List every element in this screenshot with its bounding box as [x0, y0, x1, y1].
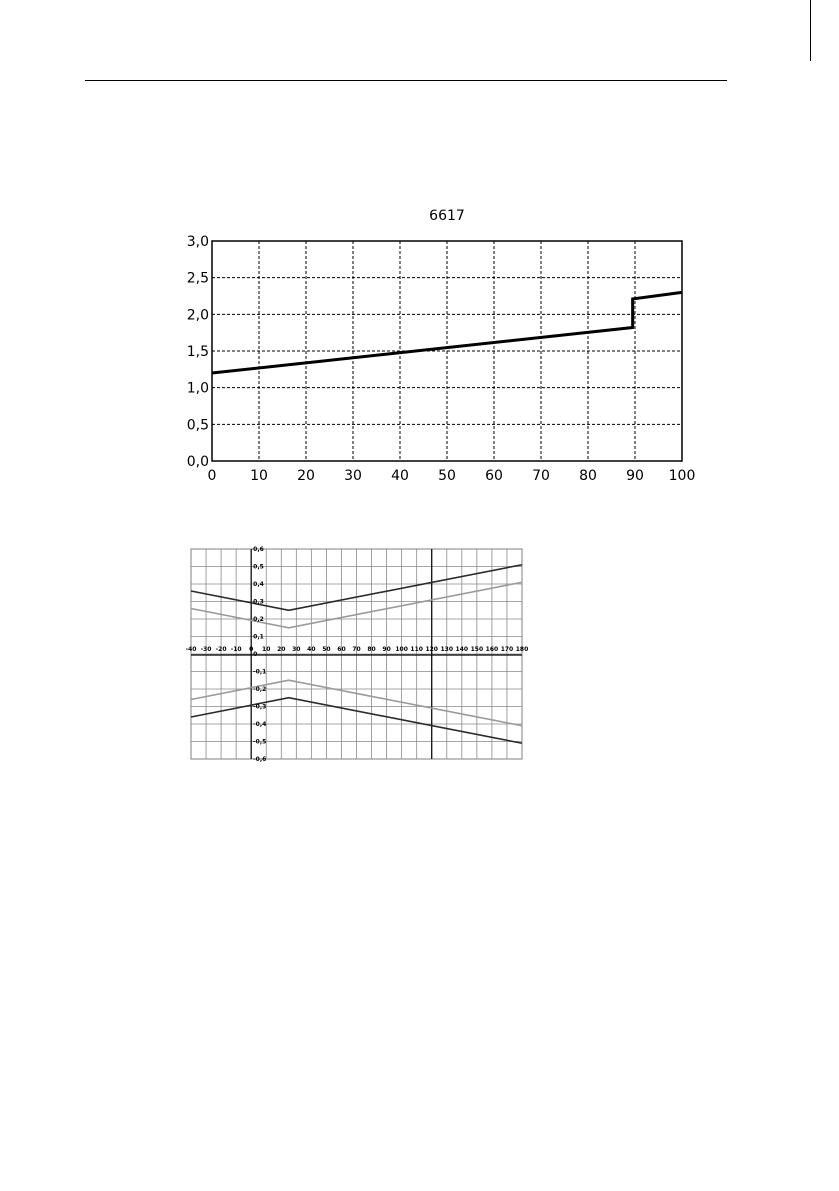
y-tick-label: 1,0: [186, 380, 209, 397]
y-tick-label: 0,2: [253, 616, 264, 623]
x-tick-label: 20: [277, 646, 286, 653]
x-tick-label: 30: [344, 468, 362, 484]
y-tick-label: 2,5: [186, 270, 209, 287]
x-tick-label: 80: [367, 646, 376, 653]
y-tick-label: 0,6: [253, 546, 264, 553]
y-tick-label: 0,4: [253, 581, 264, 588]
x-tick-label: -40: [185, 646, 197, 653]
y-tick-labels: [187, 234, 209, 470]
x-tick-label: 100: [395, 646, 408, 653]
x-tick-label: 70: [352, 646, 361, 653]
x-tick-label: 30: [292, 646, 301, 653]
grid: [191, 549, 522, 759]
x-tick-label: 0: [207, 468, 217, 484]
x-tick-label: 150: [470, 646, 484, 653]
y-tick-label: -0,6: [253, 756, 267, 763]
x-tick-label: 160: [485, 646, 499, 653]
x-tick-label: 60: [485, 468, 503, 484]
x-tick-label: 140: [455, 646, 469, 653]
x-tick-label: 50: [322, 646, 331, 653]
y-tick-label: 0: [253, 651, 258, 658]
x-tick-label: 130: [440, 646, 454, 653]
corner-mark: [810, 0, 811, 61]
x-tick-label: 20: [297, 468, 315, 484]
y-tick-label: 1,5: [186, 344, 209, 360]
chart-6617: [180, 200, 720, 500]
y-tick-label: 2,0: [186, 307, 209, 324]
y-tick-label: 0,1: [253, 633, 264, 641]
x-tick-label: 40: [391, 468, 409, 484]
y-tick-label: 0,0: [186, 454, 209, 470]
x-tick-label: 90: [626, 468, 644, 484]
x-tick-label: 50: [438, 468, 456, 484]
x-tick-label: 170: [500, 646, 514, 653]
y-tick-label: 3,0: [186, 234, 209, 250]
x-tick-labels: [186, 646, 529, 653]
x-tick-label: 100: [668, 468, 696, 484]
x-tick-label: -20: [215, 646, 227, 653]
header-rule: [85, 80, 727, 81]
x-tick-label: 10: [250, 468, 268, 484]
x-tick-labels: [208, 468, 696, 484]
x-tick-label: 90: [382, 646, 391, 653]
x-tick-label: 80: [579, 468, 597, 484]
x-tick-label: -10: [230, 646, 242, 653]
y-tick-label: 0,5: [186, 417, 209, 434]
y-tick-label: 0,5: [253, 563, 264, 571]
y-tick-label: -0,3: [253, 703, 267, 711]
grid: [212, 241, 682, 461]
x-tick-label: -30: [200, 646, 212, 653]
x-tick-label: 60: [337, 646, 346, 653]
y-tick-label: -0,5: [253, 738, 267, 746]
y-tick-label: 0,3: [253, 598, 264, 606]
x-tick-label: 120: [425, 646, 438, 653]
x-tick-label: 110: [410, 646, 423, 653]
y-tick-label: -0,2: [253, 686, 267, 693]
x-tick-label: 180: [515, 646, 529, 653]
y-tick-label: -0,1: [253, 668, 267, 676]
x-tick-label: 0: [249, 646, 254, 653]
chart-title: 6617: [429, 208, 465, 224]
tolerance-chart: [185, 545, 530, 770]
y-tick-label: -0,4: [253, 721, 267, 728]
x-tick-label: 10: [262, 646, 271, 653]
x-tick-label: 70: [532, 468, 550, 484]
x-tick-label: 40: [307, 646, 316, 653]
